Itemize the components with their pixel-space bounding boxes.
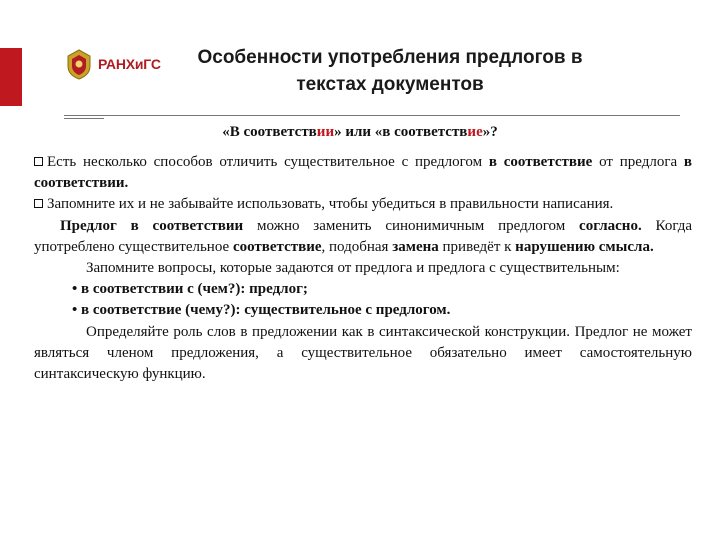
title-divider [64,115,680,116]
logo-text: РАНХиГС [98,56,161,72]
bullet-1: • в соответствии с (чем?): предлог; [72,281,308,298]
paragraph-3: Предлог в соответствии можно заменить синонимичным предлогом согласно. Когда употреблено существительное соответствие, подобная замена приведёт к нарушению смысла. [34,217,693,255]
body-text [34,152,692,385]
bullet-2: • в соответствие (чему?): существительное с предлогом. [72,302,451,319]
title-divider-short [64,118,104,119]
paragraph-1: Есть несколько способов отличить существительное с предлогом в соответствие от предлога в соответствии. [34,154,693,192]
paragraph-2: Запомните их и не забывайте использовать, чтобы убедиться в правильности написания. [34,194,692,215]
page-title: Особенности употребления предлогов в текстах документов [197,47,583,95]
logo [64,48,161,80]
emblem-icon [64,48,94,80]
paragraph-4: Запомните вопросы, которые задаются от предлога и предлога с существительным: [86,260,620,277]
checkbox-bullet-icon [34,199,43,208]
subtitle: «В соответствии» или «в соответствие»? [222,124,498,140]
paragraph-5: Определяйте роль слов в предложении как в синтаксической конструкции. Предлог не может являться членом предложения, а существительное обязательно имеет самостоятельную синтаксическую функцию. [34,323,692,383]
red-accent-bar [0,48,22,106]
checkbox-bullet-icon [34,157,43,166]
